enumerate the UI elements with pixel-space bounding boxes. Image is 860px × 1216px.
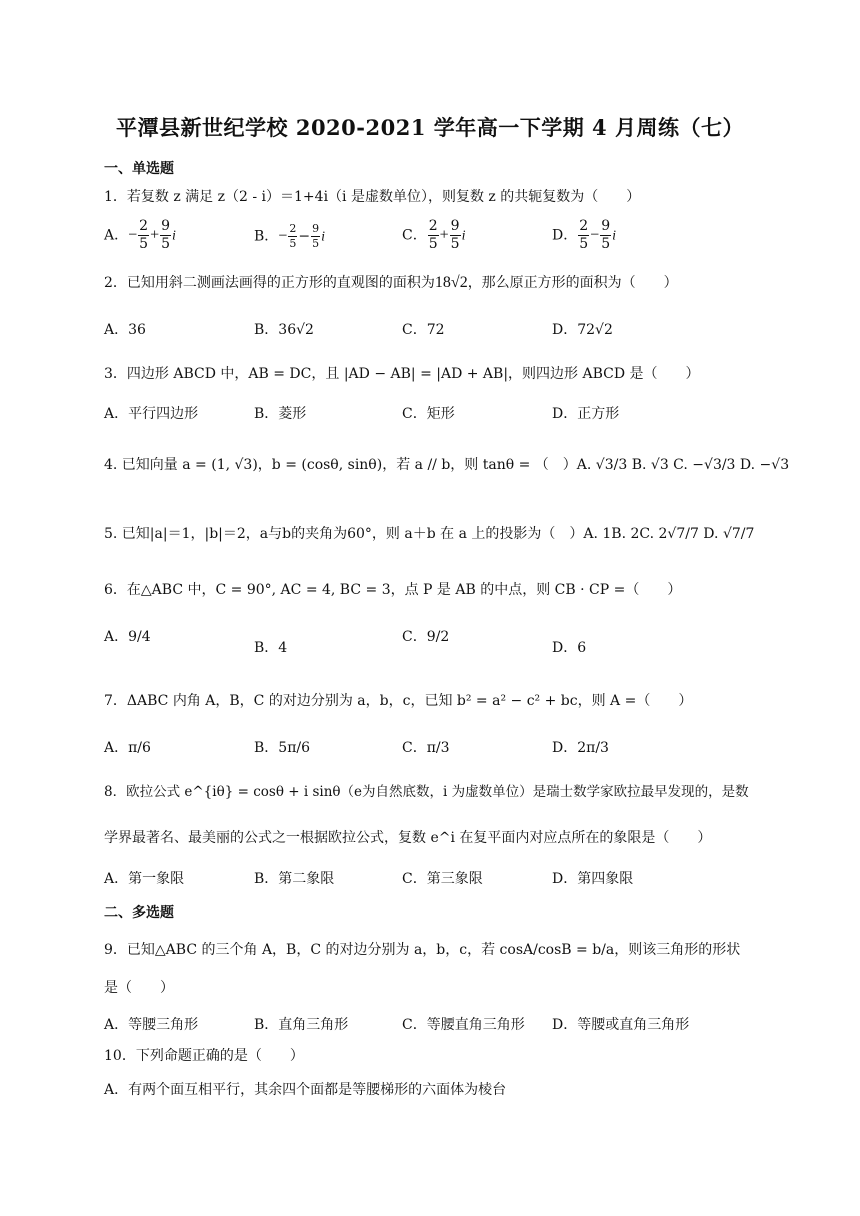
- question-7-option-b: B．5π/6: [254, 740, 311, 756]
- question-8-option-d: D．第四象限: [552, 871, 634, 887]
- section-multiple-choice: 二、多选题: [104, 905, 174, 921]
- page-title: 平潭县新世纪学校 2020-2021 学年高一下学期 4 月周练（七）: [116, 115, 744, 140]
- question-9-line-2: 是（ ）: [104, 980, 174, 996]
- question-2-option-d: D．72√2: [552, 322, 613, 338]
- question-7-stem: 7．ΔABC 内角 A，B，C 的对边分别为 a，b，c，已知 b² = a² − c² + bc，则 A =（ ）: [104, 693, 693, 709]
- question-6-option-b: B．4: [254, 640, 288, 656]
- question-2-stem: 2．已知用斜二测画法画得的正方形的直观图的面积为18√2，那么原正方形的面积为（ ）: [104, 274, 678, 291]
- question-3-stem: 3．四边形 ABCD 中，AB = DC，且 |AD − AB| = |AD + AB|，则四边形 ABCD 是（ ）: [104, 366, 700, 382]
- section-single-choice: 一、单选题: [104, 161, 174, 177]
- question-1-stem: 1．若复数 z 满足 z（2 - i）＝1+4i（i 是虚数单位），则复数 z 的共轭复数为（ ）: [104, 189, 641, 205]
- question-7-option-c: C．π/3: [402, 740, 450, 756]
- question-9-option-c: C．等腰直角三角形: [402, 1017, 525, 1033]
- question-6-option-c: C．9/2: [402, 629, 450, 645]
- question-10-stem: 10．下列命题正确的是（ ）: [104, 1048, 304, 1064]
- question-3-option-d: D．正方形: [552, 406, 620, 422]
- question-2-option-b: B．36√2: [254, 322, 314, 338]
- question-8-line-2: 学界最著名、最美丽的公式之一根据欧拉公式，复数 e^i 在复平面内对应点所在的象限是（ ）: [104, 830, 712, 846]
- question-9-option-d: D．等腰或直角三角形: [552, 1017, 690, 1033]
- question-1-option-a: A．− $\frac{2}{5}$ + $\frac{9}{5}$ i: [104, 218, 176, 252]
- question-3-option-c: C．矩形: [402, 406, 455, 422]
- question-4-stem: 4. 已知向量 a = (1, √3)，b = (cosθ, sinθ)，若 a // b，则 tanθ = （ ）A. √3/3 B. √3 C. −√3/3 D. −√3: [104, 457, 790, 473]
- question-6-stem: 6．在△ABC 中，C = 90°, AC = 4, BC = 3，点 P 是 AB 的中点，则 CB · CP =（ ）: [104, 582, 682, 598]
- question-8-option-c: C．第三象限: [402, 871, 483, 887]
- question-6-option-d: D．6: [552, 640, 587, 656]
- question-10-option-a: A．有两个面互相平行，其余四个面都是等腰梯形的六面体为棱台: [104, 1082, 507, 1098]
- question-9-option-b: B．直角三角形: [254, 1017, 349, 1033]
- question-7-option-d: D．2π/3: [552, 740, 609, 756]
- question-1-option-c: C． $\frac{2}{5}$ + $\frac{9}{5}$ i: [402, 218, 466, 252]
- question-9-line-1: 9．已知△ABC 的三个角 A，B，C 的对边分别为 a，b，c，若 cosA/cosB = b/a，则该三角形的形状: [104, 942, 741, 958]
- question-1-option-b: B．− $\frac{2}{5}$ − $\frac{9}{5}$ i: [254, 222, 325, 250]
- question-2-option-c: C．72: [402, 322, 445, 338]
- question-9-option-a: A．等腰三角形: [104, 1017, 199, 1033]
- question-8-option-b: B．第二象限: [254, 871, 335, 887]
- question-2-option-a: A．36: [104, 322, 146, 338]
- question-7-option-a: A．π/6: [104, 740, 151, 756]
- question-3-option-a: A．平行四边形: [104, 406, 199, 422]
- question-8-option-a: A．第一象限: [104, 871, 185, 887]
- question-3-option-b: B．菱形: [254, 406, 307, 422]
- question-5-stem: 5. 已知|a|＝1，|b|＝2，a与b的夹角为60°，则 a＋b 在 a 上的投影为（ ）A. 1B. 2C. 2√7/7 D. √7/7: [104, 526, 755, 542]
- question-1-option-d: D． $\frac{2}{5}$ − $\frac{9}{5}$ i: [552, 218, 616, 252]
- question-8-line-1: 8．欧拉公式 e^{iθ} = cosθ + i sinθ（e为自然底数，i 为虚数单位）是瑞士数学家欧拉最早发现的，是数: [104, 784, 749, 800]
- question-6-option-a: A．9/4: [104, 629, 151, 645]
